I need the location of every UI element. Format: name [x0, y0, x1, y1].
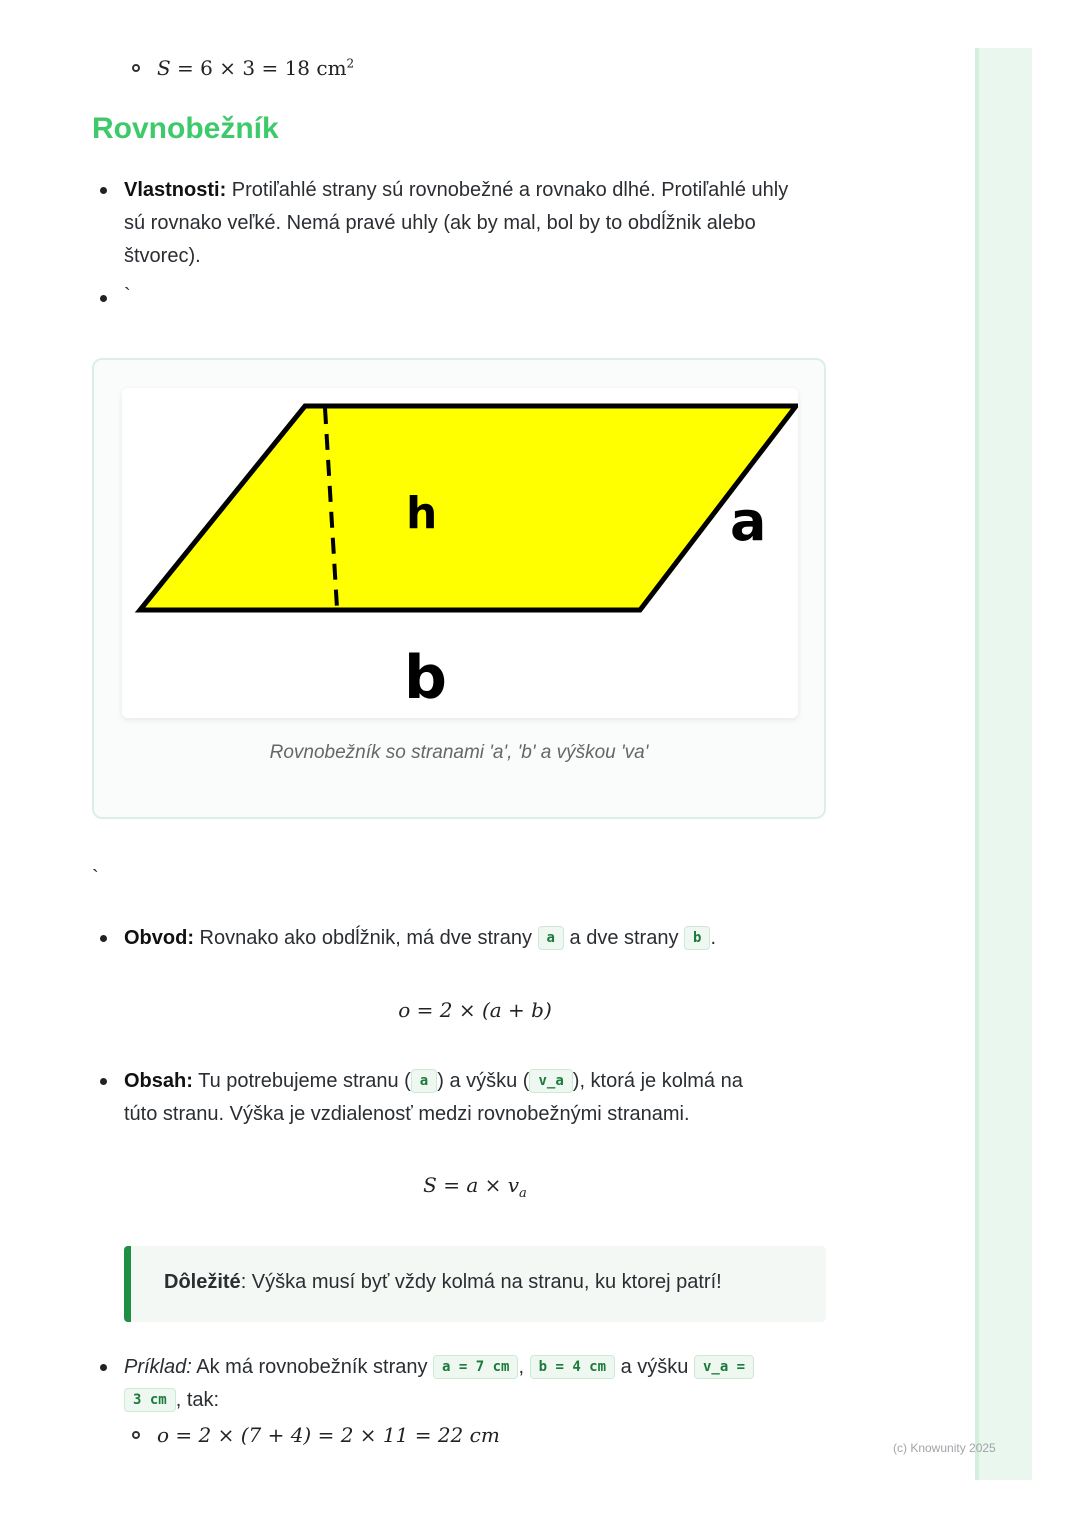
obsah-text-3: ), ktorá je kolmá na: [572, 1070, 743, 1092]
label-b: b: [404, 643, 447, 713]
code-chip-a: a: [411, 1069, 437, 1093]
callout-text: [164, 1271, 722, 1294]
bullet: [100, 1364, 107, 1371]
vlastnosti-text-2: sú rovnako veľké. Nemá pravé uhly (ak by mal, bol by to obdĺžnik alebo: [124, 212, 756, 234]
stray-backtick: `: [124, 285, 131, 307]
label-a: a: [730, 490, 767, 553]
code-chip-a-value: a = 7 cm: [433, 1355, 518, 1379]
priklad-formula-text: o = 2 × (7 + 4) = 2 × 11 = 22 cm: [157, 1423, 500, 1447]
callout-body: : Výška musí byť vždy kolmá na stranu, ku ktorej patrí!: [240, 1271, 722, 1293]
bullet: [100, 935, 107, 942]
obsah-label: Obsah:: [124, 1070, 193, 1092]
obvod-paragraph: [124, 922, 824, 955]
priklad-text-3: , tak:: [175, 1389, 220, 1411]
obsah-text-1: Tu potrebujeme stranu (: [192, 1070, 411, 1092]
vlastnosti-label: Vlastnosti:: [124, 179, 227, 201]
obsah-formula-lhs: S = a × v: [423, 1173, 520, 1197]
sub-bullet: [132, 64, 140, 72]
parallelogram-shape: [140, 406, 796, 610]
parallelogram-image: [122, 388, 798, 718]
callout-label: Dôležité: [164, 1271, 241, 1293]
obvod-text-2: a dve strany: [563, 927, 685, 949]
scrollbar-track[interactable]: [975, 48, 1032, 1480]
priklad-text-2: a výšku: [615, 1356, 694, 1378]
label-h: h: [406, 488, 438, 539]
code-chip-a: a: [538, 926, 564, 950]
priklad-formula: [157, 1423, 500, 1447]
sub-bullet: [132, 1431, 140, 1439]
obsah-formula-sub: a: [519, 1186, 527, 1201]
priklad-text-1: Ak má rovnobežník strany: [191, 1356, 434, 1378]
obsah-text-line2: túto stranu. Výška je vzdialenosť medzi rovnobežnými stranami.: [124, 1103, 690, 1125]
obvod-formula-text: o = 2 × (a + b): [398, 998, 552, 1022]
code-chip-b: b: [684, 926, 710, 950]
bullet: [100, 1078, 107, 1085]
figure-caption: Rovnobežník so stranami 'a', 'b' a výškou 'va': [269, 742, 649, 763]
formula-rhs: = 6 × 3 = 18 cm: [170, 56, 347, 80]
obsah-text-2: ) a výšku (: [437, 1070, 530, 1092]
obvod-text-3: .: [710, 927, 717, 949]
code-chip-va-unit: 3 cm: [124, 1388, 176, 1412]
formula-lhs: S: [157, 56, 171, 80]
copyright-notice: (c) Knowunity 2025: [893, 1441, 996, 1455]
obvod-formula: [0, 998, 950, 1022]
parallelogram-diagram: [122, 388, 798, 718]
formula-sup: 2: [346, 56, 355, 71]
area-formula-top: [157, 56, 354, 80]
bullet: [100, 295, 107, 302]
section-title: Rovnobežník: [92, 112, 279, 145]
code-chip-b-value: b = 4 cm: [530, 1355, 615, 1379]
obsah-paragraph: [124, 1065, 844, 1131]
obvod-label: Obvod:: [124, 927, 194, 949]
priklad-label: Príklad:: [124, 1356, 192, 1378]
vlastnosti-paragraph: [124, 174, 844, 273]
stray-backtick: `: [92, 867, 99, 889]
obvod-text-1: Rovnako ako obdĺžnik, má dve strany: [194, 927, 538, 949]
bullet: [100, 187, 107, 194]
priklad-sep: ,: [518, 1356, 525, 1378]
code-chip-va: v_a: [529, 1069, 572, 1093]
vlastnosti-text-3: štvorec).: [124, 245, 201, 267]
priklad-paragraph: [124, 1351, 844, 1417]
obsah-formula: [0, 1173, 950, 1201]
vlastnosti-text-1: Protiľahlé strany sú rovnobežné a rovnako dlhé. Protiľahlé uhly: [226, 179, 789, 201]
code-chip-va-value: v_a =: [694, 1355, 754, 1379]
